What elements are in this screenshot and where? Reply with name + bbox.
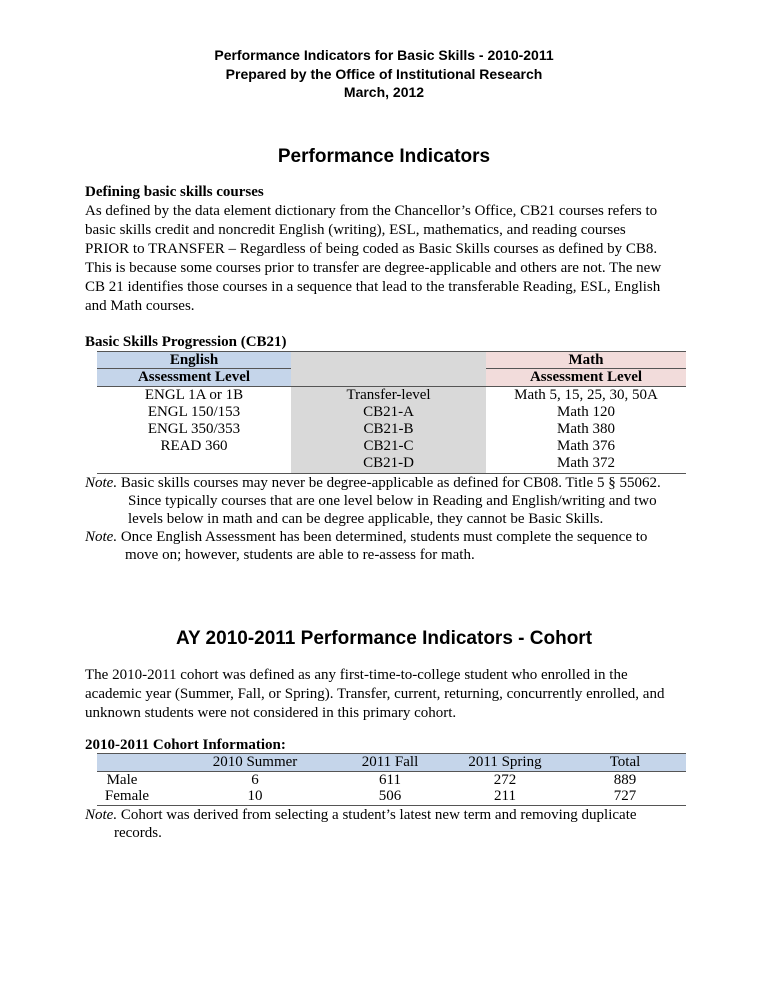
paragraph-line: basic skills credit and noncredit English (writing), ESL, mathematics, and reading courses [85, 222, 626, 238]
cohort-cell: 272 [493, 772, 517, 788]
cb21-level: CB21-C [363, 438, 414, 454]
cb21-level: CB21-D [363, 455, 414, 471]
english-header-sub: Assessment Level [137, 369, 251, 385]
paragraph-line: The 2010-2011 cohort was defined as any first-time-to-college student who enrolled in the [85, 667, 628, 683]
math-header: Math [568, 352, 604, 368]
math-course: Math 5, 15, 25, 30, 50A [514, 387, 658, 403]
cohort-cell: 211 [494, 788, 516, 804]
note-line: Since typically courses that are one level below in Reading and English/writing and two [128, 493, 657, 509]
note-line: records. [114, 825, 162, 841]
section-title-performance-indicators: Performance Indicators [277, 146, 491, 167]
english-course: ENGL 150/153 [147, 404, 241, 420]
cb21-level: CB21-B [363, 421, 414, 437]
cohort-note [85, 806, 705, 842]
english-course: ENGL 1A or 1B [144, 387, 244, 403]
note-label: Note. [85, 807, 118, 823]
definition-paragraph [85, 202, 705, 316]
math-course: Math 372 [557, 455, 615, 471]
subheading-defining-basic-skills: Defining basic skills courses [85, 184, 264, 200]
note-line: Basic skills courses may never be degree-applicable as defined for CB08. Title 5 § 55062. [120, 475, 661, 491]
paragraph-line: This is because some courses prior to transfer are degree-applicable and others are not. The new [85, 260, 662, 276]
cb21-level: CB21-A [363, 404, 414, 420]
report-title: Performance Indicators for Basic Skills - 2010-2011 [214, 47, 554, 63]
math-course: Math 120 [557, 404, 615, 420]
note-line: move on; however, students are able to re-assess for math. [125, 547, 475, 563]
note-label: Note. [85, 529, 118, 545]
note-line: levels below in math and can be degree applicable, they cannot be Basic Skills. [128, 511, 604, 527]
cohort-row-label: Male [106, 772, 138, 788]
progression-note-2 [85, 528, 705, 564]
cohort-row-label: Female [104, 788, 150, 804]
note-line: Once English Assessment has been determined, students must complete the sequence to [120, 529, 648, 545]
paragraph-line: academic year (Summer, Fall, or Spring). Transfer, current, returning, concurrently enrolled, and [85, 686, 665, 702]
cohort-column-header: 2011 Spring [468, 754, 542, 770]
cohort-cell: 889 [613, 772, 637, 788]
paragraph-line: unknown students were not considered in this primary cohort. [85, 705, 457, 721]
note-label: Note. [85, 475, 118, 491]
cohort-cell: 727 [613, 788, 637, 804]
paragraph-line: PRIOR to TRANSFER – Regardless of being coded as Basic Skills courses as defined by CB8. [85, 241, 658, 257]
cohort-cell: 506 [378, 788, 402, 804]
cohort-column-header: 2011 Fall [361, 754, 419, 770]
section-title-cohort: AY 2010-2011 Performance Indicators - Cohort [175, 628, 593, 649]
math-course: Math 376 [557, 438, 615, 454]
cb21-level: Transfer-level [346, 387, 431, 403]
english-header: English [169, 352, 219, 368]
progression-note-1 [85, 474, 705, 528]
cohort-column-header: Total [609, 754, 641, 770]
cohort-cell: 6 [251, 772, 259, 788]
english-course: READ 360 [160, 438, 228, 454]
cohort-cell: 611 [379, 772, 401, 788]
cohort-cell: 10 [247, 788, 263, 804]
progression-table-title: Basic Skills Progression (CB21) [85, 334, 287, 350]
paragraph-line: and Math courses. [85, 298, 195, 314]
report-preparer: Prepared by the Office of Institutional Research [225, 66, 543, 82]
cohort-table-title: 2010-2011 Cohort Information: [85, 737, 286, 753]
english-course: ENGL 350/353 [147, 421, 241, 437]
note-line: Cohort was derived from selecting a student’s latest new term and removing duplicate [120, 807, 637, 823]
paragraph-line: CB 21 identifies those courses in a sequence that lead to the transferable Reading, ESL, English [85, 279, 661, 295]
math-course: Math 380 [557, 421, 615, 437]
paragraph-line: As defined by the data element dictionary from the Chancellor’s Office, CB21 courses refers to [85, 203, 658, 219]
cohort-definition-paragraph [85, 666, 715, 723]
cohort-column-header: 2010 Summer [212, 754, 298, 770]
report-date: March, 2012 [343, 84, 425, 100]
math-header-sub: Assessment Level [529, 369, 643, 385]
